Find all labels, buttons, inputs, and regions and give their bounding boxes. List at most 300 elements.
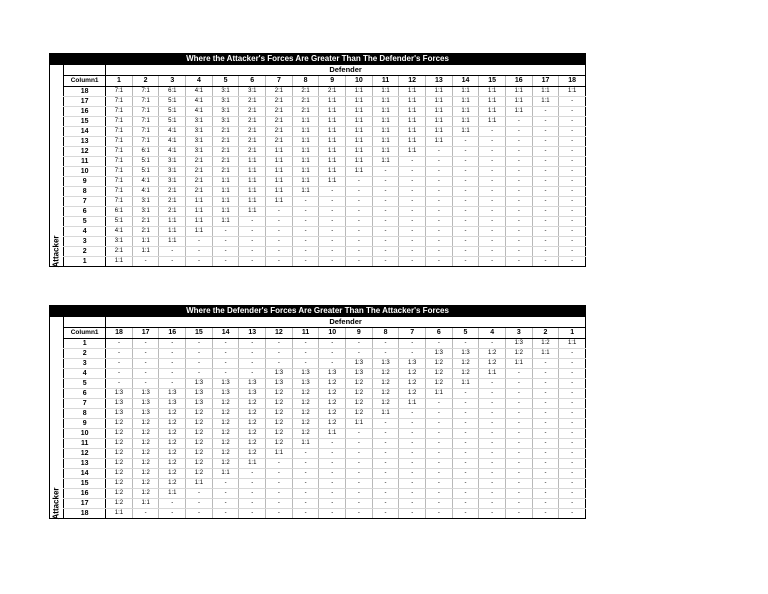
table-cell: - (452, 499, 479, 509)
column-header: 16 (505, 76, 532, 87)
table-cell: 1:1 (559, 87, 586, 97)
row-header: 13 (64, 137, 106, 147)
table-cell: 1:1 (426, 127, 453, 137)
table-cell: - (559, 237, 586, 247)
table-cell: - (372, 227, 399, 237)
table-row (64, 369, 586, 379)
table-cell: 7:1 (132, 87, 159, 97)
table-cell: - (559, 127, 586, 137)
table-cell: - (505, 489, 532, 499)
table-cell: - (399, 479, 426, 489)
table-cell: 1:1 (239, 459, 266, 469)
table-cell: 1:1 (346, 127, 373, 137)
row-header: 17 (64, 499, 106, 509)
table-cell: - (479, 469, 506, 479)
table-cell: - (426, 449, 453, 459)
table-cell: - (319, 359, 346, 369)
table-row (64, 137, 586, 147)
table-row (64, 359, 586, 369)
table-cell: - (505, 469, 532, 479)
table-row (64, 399, 586, 409)
table-cell: - (505, 389, 532, 399)
table-cell: - (559, 97, 586, 107)
table-cell: - (559, 409, 586, 419)
table-cell: - (532, 207, 559, 217)
table-row (64, 157, 586, 167)
table-cell: 1:1 (159, 227, 186, 237)
table-cell: 1:2 (159, 439, 186, 449)
table-cell: 1:2 (239, 409, 266, 419)
table-cell: - (372, 217, 399, 227)
table-cell: - (452, 157, 479, 167)
table-cell: - (559, 439, 586, 449)
corner-label: Column1 (64, 76, 106, 87)
table-cell: - (532, 217, 559, 227)
table-cell: 1:2 (319, 399, 346, 409)
table-cell: - (532, 257, 559, 267)
table-row (64, 87, 586, 97)
table-cell: 7:1 (106, 187, 133, 197)
table-cell: 1:3 (346, 359, 373, 369)
table-cell: 1:1 (186, 217, 213, 227)
table-cell: 7:1 (106, 107, 133, 117)
row-header: 2 (64, 349, 106, 359)
table-cell: - (452, 339, 479, 349)
column-header: 4 (186, 76, 213, 87)
table-title: Where the Defender's Forces Are Greater Than The Attacker's Forces (49, 305, 586, 317)
table-row (64, 247, 586, 257)
table-cell: 7:1 (106, 167, 133, 177)
table-cell: 1:2 (399, 389, 426, 399)
table-cell: - (505, 207, 532, 217)
table-cell: 2:1 (186, 177, 213, 187)
table-cell: - (319, 207, 346, 217)
table-cell: - (186, 509, 213, 519)
table-cell: 1:2 (372, 389, 399, 399)
table-cell: - (319, 509, 346, 519)
table-cell: - (132, 339, 159, 349)
table-cell: - (426, 147, 453, 157)
table-cell: - (292, 449, 319, 459)
table-cell: - (266, 359, 293, 369)
table-cell: 1:1 (346, 419, 373, 429)
table-cell: - (532, 197, 559, 207)
column-header-row (64, 76, 586, 87)
row-header: 5 (64, 217, 106, 227)
table-cell: - (505, 247, 532, 257)
table-cell: - (372, 439, 399, 449)
row-header: 10 (64, 167, 106, 177)
table-cell: - (479, 227, 506, 237)
table-row (64, 147, 586, 157)
table-row (64, 117, 586, 127)
table-cell: - (479, 257, 506, 267)
row-header: 6 (64, 207, 106, 217)
table-cell: 1:1 (132, 237, 159, 247)
table-cell: - (212, 359, 239, 369)
table-cell: 3:1 (186, 137, 213, 147)
table-cell: - (532, 177, 559, 187)
table-cell: 1:2 (399, 379, 426, 389)
table-cell: - (319, 247, 346, 257)
table-cell: 5:1 (132, 157, 159, 167)
row-header: 3 (64, 359, 106, 369)
table-cell: 1:1 (346, 97, 373, 107)
column-header: 3 (159, 76, 186, 87)
table-cell: 1:1 (292, 147, 319, 157)
row-header: 1 (64, 339, 106, 349)
table-cell: 1:1 (532, 87, 559, 97)
table-cell: - (372, 509, 399, 519)
table-row (64, 509, 586, 519)
table-cell: 1:1 (532, 97, 559, 107)
table-cell: 1:1 (212, 177, 239, 187)
table-cell: 1:3 (346, 369, 373, 379)
corner-blank (64, 317, 106, 328)
table-cell: - (426, 237, 453, 247)
table-cell: - (399, 197, 426, 207)
table-cell: 1:1 (479, 97, 506, 107)
table-cell: - (186, 369, 213, 379)
table-cell: - (399, 187, 426, 197)
table-cell: - (186, 257, 213, 267)
table-cell: 7:1 (132, 137, 159, 147)
table-cell: - (559, 469, 586, 479)
table-cell: - (266, 237, 293, 247)
table-cell: 1:1 (346, 107, 373, 117)
table-cell: 1:2 (266, 399, 293, 409)
table-cell: - (212, 479, 239, 489)
table-cell: 2:1 (212, 147, 239, 157)
table-cell: - (292, 479, 319, 489)
table-cell: 1:2 (132, 439, 159, 449)
row-header: 14 (64, 127, 106, 137)
table-row (64, 97, 586, 107)
table-cell: - (532, 389, 559, 399)
table-cell: 1:2 (426, 379, 453, 389)
row-header: 8 (64, 409, 106, 419)
table-cell: 1:1 (292, 157, 319, 167)
table-cell: - (452, 237, 479, 247)
table-cell: 1:2 (212, 419, 239, 429)
table-cell: 2:1 (212, 167, 239, 177)
table-cell: 1:3 (106, 399, 133, 409)
table-cell: 1:2 (319, 389, 346, 399)
table-cell: 1:1 (452, 379, 479, 389)
table-cell: 2:1 (212, 157, 239, 167)
table-cell: 1:1 (399, 399, 426, 409)
table-cell: - (346, 227, 373, 237)
table-cell: - (505, 127, 532, 137)
column-header: 11 (292, 328, 319, 339)
table-cell: 2:1 (159, 207, 186, 217)
table-cell: - (346, 237, 373, 247)
table-cell: - (532, 499, 559, 509)
table-cell: - (346, 177, 373, 187)
table-cell: 1:1 (452, 127, 479, 137)
table-cell: 1:1 (399, 97, 426, 107)
table-cell: - (559, 257, 586, 267)
table-cell: - (346, 459, 373, 469)
table-cell: 1:1 (505, 359, 532, 369)
table-cell: 1:2 (266, 409, 293, 419)
table-cell: 1:1 (372, 117, 399, 127)
table-cell: - (346, 349, 373, 359)
table-cell: 1:2 (292, 399, 319, 409)
table-cell: - (372, 187, 399, 197)
table-cell: - (505, 197, 532, 207)
table-cell: 2:1 (186, 187, 213, 197)
table-cell: - (452, 419, 479, 429)
table-cell: - (346, 489, 373, 499)
table-cell: 1:1 (505, 107, 532, 117)
table-cell: 6:1 (132, 147, 159, 157)
table-cell: 1:1 (212, 187, 239, 197)
table-cell: 1:3 (426, 349, 453, 359)
table-cell: 1:1 (212, 197, 239, 207)
table-cell: - (452, 207, 479, 217)
table-cell: 1:3 (212, 379, 239, 389)
table-cell: - (239, 339, 266, 349)
table-cell: - (346, 207, 373, 217)
table-cell: 1:1 (266, 167, 293, 177)
table-cell: 2:1 (186, 167, 213, 177)
table-cell: 1:1 (559, 339, 586, 349)
column-header: 7 (266, 76, 293, 87)
table-cell: - (319, 339, 346, 349)
table-cell: 1:2 (186, 409, 213, 419)
table-cell: - (266, 469, 293, 479)
table-cell: - (399, 157, 426, 167)
table-cell: 1:3 (186, 389, 213, 399)
table-cell: 1:2 (186, 439, 213, 449)
table-cell: - (452, 177, 479, 187)
table-cell: 1:1 (346, 167, 373, 177)
table-cell: - (239, 509, 266, 519)
table-cell: 2:1 (212, 127, 239, 137)
table-cell: - (319, 227, 346, 237)
table-cell: 1:3 (132, 389, 159, 399)
table-cell: - (559, 399, 586, 409)
table-cell: 1:2 (132, 429, 159, 439)
table-cell: - (159, 359, 186, 369)
column-header: 8 (372, 328, 399, 339)
table-cell: - (372, 499, 399, 509)
table-cell: - (132, 379, 159, 389)
table-cell: 1:3 (186, 379, 213, 389)
column-header: 10 (346, 76, 373, 87)
table-cell: 2:1 (266, 87, 293, 97)
table-cell: 1:1 (319, 429, 346, 439)
table-cell: 1:1 (212, 469, 239, 479)
table-cell: - (319, 489, 346, 499)
table-cell: 1:2 (239, 439, 266, 449)
table-cell: - (559, 509, 586, 519)
table-cell: - (319, 479, 346, 489)
table-cell: 3:1 (186, 117, 213, 127)
column-header: 13 (239, 328, 266, 339)
table-cell: - (399, 177, 426, 187)
row-header: 7 (64, 399, 106, 409)
table-cell: 2:1 (106, 247, 133, 257)
table-cell: 1:2 (372, 379, 399, 389)
table-cell: - (372, 349, 399, 359)
table-cell: 1:3 (106, 389, 133, 399)
table-cell: 1:2 (106, 419, 133, 429)
table-cell: 1:3 (132, 409, 159, 419)
table-cell: - (479, 247, 506, 257)
table-cell: - (559, 227, 586, 237)
column-header: 17 (532, 76, 559, 87)
table-cell: - (399, 349, 426, 359)
table-cell: - (505, 117, 532, 127)
table-cell: - (505, 187, 532, 197)
table-cell: - (372, 419, 399, 429)
table-cell: - (479, 167, 506, 177)
table-cell: - (532, 187, 559, 197)
table-cell: 1:1 (452, 87, 479, 97)
table-cell: 7:1 (132, 127, 159, 137)
table-cell: 1:1 (372, 97, 399, 107)
table-cell: - (426, 489, 453, 499)
table-cell: - (372, 247, 399, 257)
table-cell: 2:1 (132, 227, 159, 237)
table-cell: - (452, 257, 479, 267)
table-cell: - (319, 449, 346, 459)
table-cell: 1:2 (292, 389, 319, 399)
row-header: 10 (64, 429, 106, 439)
table-cell: - (532, 469, 559, 479)
table-cell: - (479, 489, 506, 499)
table-cell: 1:1 (186, 197, 213, 207)
table-cell: - (426, 217, 453, 227)
table-cell: 7:1 (106, 177, 133, 187)
corner-label: Column1 (64, 328, 106, 339)
table-cell: 1:3 (266, 379, 293, 389)
table-row (64, 409, 586, 419)
table-cell: 1:1 (479, 87, 506, 97)
table-cell: - (559, 349, 586, 359)
table-cell: 2:1 (239, 97, 266, 107)
table-cell: - (266, 339, 293, 349)
table-cell: 2:1 (212, 137, 239, 147)
table-cell: - (479, 449, 506, 459)
column-header: 2 (532, 328, 559, 339)
table-cell: - (399, 339, 426, 349)
table-cell: - (559, 247, 586, 257)
table-cell: 3:1 (212, 87, 239, 97)
table-cell: - (372, 339, 399, 349)
table-cell: - (346, 479, 373, 489)
table-cell: 1:1 (399, 107, 426, 117)
table-cell: - (426, 167, 453, 177)
column-header: 14 (212, 328, 239, 339)
table-cell: 1:1 (372, 87, 399, 97)
table-cell: 2:1 (239, 107, 266, 117)
table-cell: - (186, 349, 213, 359)
table-cell: 2:1 (239, 127, 266, 137)
table-cell: 1:2 (212, 459, 239, 469)
table-cell: 1:1 (266, 449, 293, 459)
ratio-table (63, 65, 586, 267)
table-cell: 7:1 (106, 157, 133, 167)
table-cell: 1:3 (452, 349, 479, 359)
table-cell: - (505, 379, 532, 389)
table-cell: 1:2 (319, 379, 346, 389)
table-cell: 1:1 (239, 167, 266, 177)
table-cell: 1:1 (426, 107, 453, 117)
table-cell: - (132, 359, 159, 369)
table-cell: 1:2 (159, 479, 186, 489)
table-cell: 1:2 (372, 399, 399, 409)
table-cell: - (399, 429, 426, 439)
table-cell: - (532, 107, 559, 117)
table-cell: - (212, 247, 239, 257)
row-header: 15 (64, 117, 106, 127)
table-cell: - (559, 137, 586, 147)
table-cell: 1:2 (346, 379, 373, 389)
table-cell: 1:1 (186, 227, 213, 237)
row-header: 8 (64, 187, 106, 197)
table-cell: 4:1 (132, 187, 159, 197)
table-cell: 5:1 (106, 217, 133, 227)
row-header: 16 (64, 489, 106, 499)
column-header: 1 (559, 328, 586, 339)
table-cell: 2:1 (266, 117, 293, 127)
table-cell: - (452, 489, 479, 499)
table-cell: 1:1 (319, 127, 346, 137)
table-cell: - (559, 157, 586, 167)
column-header: 5 (452, 328, 479, 339)
table-cell: - (239, 257, 266, 267)
table-cell: 1:1 (212, 207, 239, 217)
table-cell: 1:2 (239, 399, 266, 409)
table-cell: - (212, 509, 239, 519)
table-cell: - (346, 339, 373, 349)
defender-axis-label: Defender (106, 317, 586, 328)
column-header: 15 (479, 76, 506, 87)
table-row (64, 217, 586, 227)
table-cell: - (399, 207, 426, 217)
table-cell: - (292, 197, 319, 207)
table-cell: 1:1 (292, 439, 319, 449)
table-cell: - (426, 197, 453, 207)
table-cell: - (106, 379, 133, 389)
table-cell: 7:1 (106, 117, 133, 127)
table-cell: 1:1 (426, 117, 453, 127)
table-cell: - (266, 489, 293, 499)
table-cell: 2:1 (266, 137, 293, 147)
table-cell: 1:1 (426, 97, 453, 107)
table-cell: 1:2 (159, 469, 186, 479)
table-cell: 1:1 (239, 197, 266, 207)
table-cell: - (292, 469, 319, 479)
table-cell: - (426, 227, 453, 237)
table-cell: - (532, 439, 559, 449)
table-row (64, 379, 586, 389)
table-cell: 1:1 (346, 157, 373, 167)
table-cell: - (346, 187, 373, 197)
row-header: 7 (64, 197, 106, 207)
table-cell: - (319, 469, 346, 479)
table-row (64, 207, 586, 217)
table-cell: - (399, 439, 426, 449)
table-cell: - (426, 157, 453, 167)
table-cell: 1:1 (186, 207, 213, 217)
table-cell: - (346, 429, 373, 439)
table-cell: - (505, 509, 532, 519)
table-cell: - (452, 439, 479, 449)
